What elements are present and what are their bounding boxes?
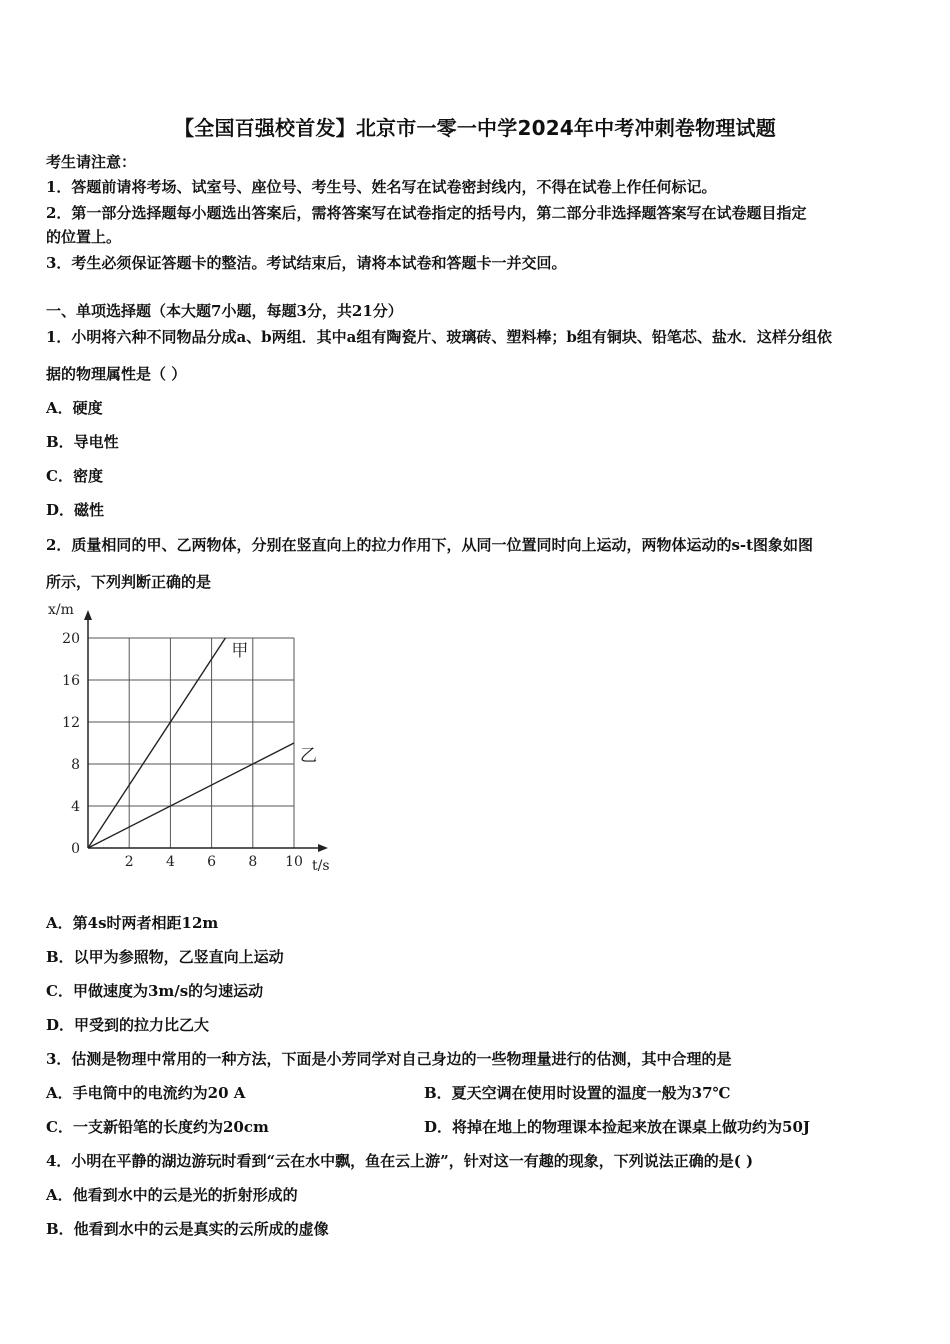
- q3-option-b: B．夏天空调在使用时设置的温度一般为37℃: [424, 1084, 731, 1102]
- x-tick-label: 2: [124, 854, 134, 870]
- notice-item-2-cont: 的位置上。: [46, 228, 122, 246]
- y-axis-label: x/m: [48, 602, 74, 618]
- series-label-1: 乙: [300, 746, 317, 766]
- q3-option-a: A．手电筒中的电流约为20 A: [46, 1084, 246, 1102]
- series-label-0: 甲: [231, 641, 249, 661]
- q1-option-b: B．导电性: [46, 433, 119, 451]
- y-tick-label: 16: [62, 673, 80, 689]
- notice-item-3: 3．考生必须保证答题卡的整洁。考试结束后，请将本试卷和答题卡一并交回。: [46, 254, 567, 272]
- q2-option-c: C．甲做速度为3m/s的匀速运动: [46, 982, 264, 1000]
- y-tick-label: 4: [71, 799, 80, 815]
- series-line-1: [88, 743, 294, 848]
- q2-option-d: D．甲受到的拉力比乙大: [46, 1016, 210, 1034]
- x-tick-label: 8: [248, 854, 258, 870]
- q3-option-c: C．一支新铅笔的长度约为20cm: [46, 1118, 269, 1136]
- x-tick-label: 4: [165, 854, 175, 870]
- x-tick-label: 10: [285, 854, 303, 870]
- page-title: 【全国百强校首发】北京市一零一中学2024年中考冲刺卷物理试题: [174, 116, 776, 140]
- y-tick-label: 12: [62, 715, 80, 731]
- q1-option-a: A．硬度: [46, 399, 103, 417]
- notice-item-1: 1．答题前请将考场、试室号、座位号、考生号、姓名写在试卷密封线内，不得在试卷上作任何标记。: [46, 178, 717, 196]
- q4-option-b: B．他看到水中的云是真实的云所成的虚像: [46, 1220, 329, 1238]
- y-tick-label: 8: [71, 757, 80, 773]
- q3-row-2: [46, 1117, 916, 1137]
- q2-option-b: B．以甲为参照物，乙竖直向上运动: [46, 948, 284, 966]
- q3-option-d: D．将掉在地上的物理课本捡起来放在课桌上做功约为50J: [424, 1118, 810, 1136]
- x-axis-label: t/s: [312, 858, 330, 874]
- q3-stem: 3．估测是物理中常用的一种方法，下面是小芳同学对自己身边的一些物理量进行的估测，其中合理的是: [46, 1050, 732, 1068]
- q1-option-d: D．磁性: [46, 501, 105, 519]
- x-tick-label: 6: [207, 854, 217, 870]
- st-graph: [44, 600, 344, 890]
- notice-heading: 考生请注意：: [46, 153, 137, 171]
- notice-item-2: 2．第一部分选择题每小题选出答案后，需将答案写在试卷指定的括号内，第二部分非选择题答案写在试卷题目指定: [46, 204, 807, 222]
- q4-option-a: A．他看到水中的云是光的折射形成的: [46, 1186, 298, 1204]
- series-line-0: [88, 638, 225, 848]
- q1-stem-line2: 据的物理属性是（ ）: [46, 365, 187, 383]
- y-tick-label: 0: [71, 841, 80, 857]
- q2-option-a: A．第4s时两者相距12m: [46, 914, 219, 932]
- q1-option-c: C．密度: [46, 467, 103, 485]
- x-axis-arrow: [318, 844, 328, 852]
- q2-stem-line1: 2．质量相同的甲、乙两物体，分别在竖直向上的拉力作用下，从同一位置同时向上运动，两物体运动的s-t图象如图: [46, 536, 814, 554]
- q2-stem-line2: 所示，下列判断正确的是: [46, 573, 212, 591]
- q3-row-1: [46, 1083, 916, 1103]
- q1-stem-line1: 1．小明将六种不同物品分成a、b两组．其中a组有陶瓷片、玻璃砖、塑料棒；b组有铜块、铅笔芯、盐水．这样分组依: [46, 328, 832, 346]
- y-tick-label: 20: [62, 631, 80, 647]
- section-heading: 一、单项选择题（本大题7小题，每题3分，共21分）: [46, 302, 403, 320]
- y-axis-arrow: [84, 610, 92, 620]
- q4-stem: 4．小明在平静的湖边游玩时看到“云在水中飘，鱼在云上游”，针对这一有趣的现象，下列说法正确的是( ): [46, 1152, 754, 1170]
